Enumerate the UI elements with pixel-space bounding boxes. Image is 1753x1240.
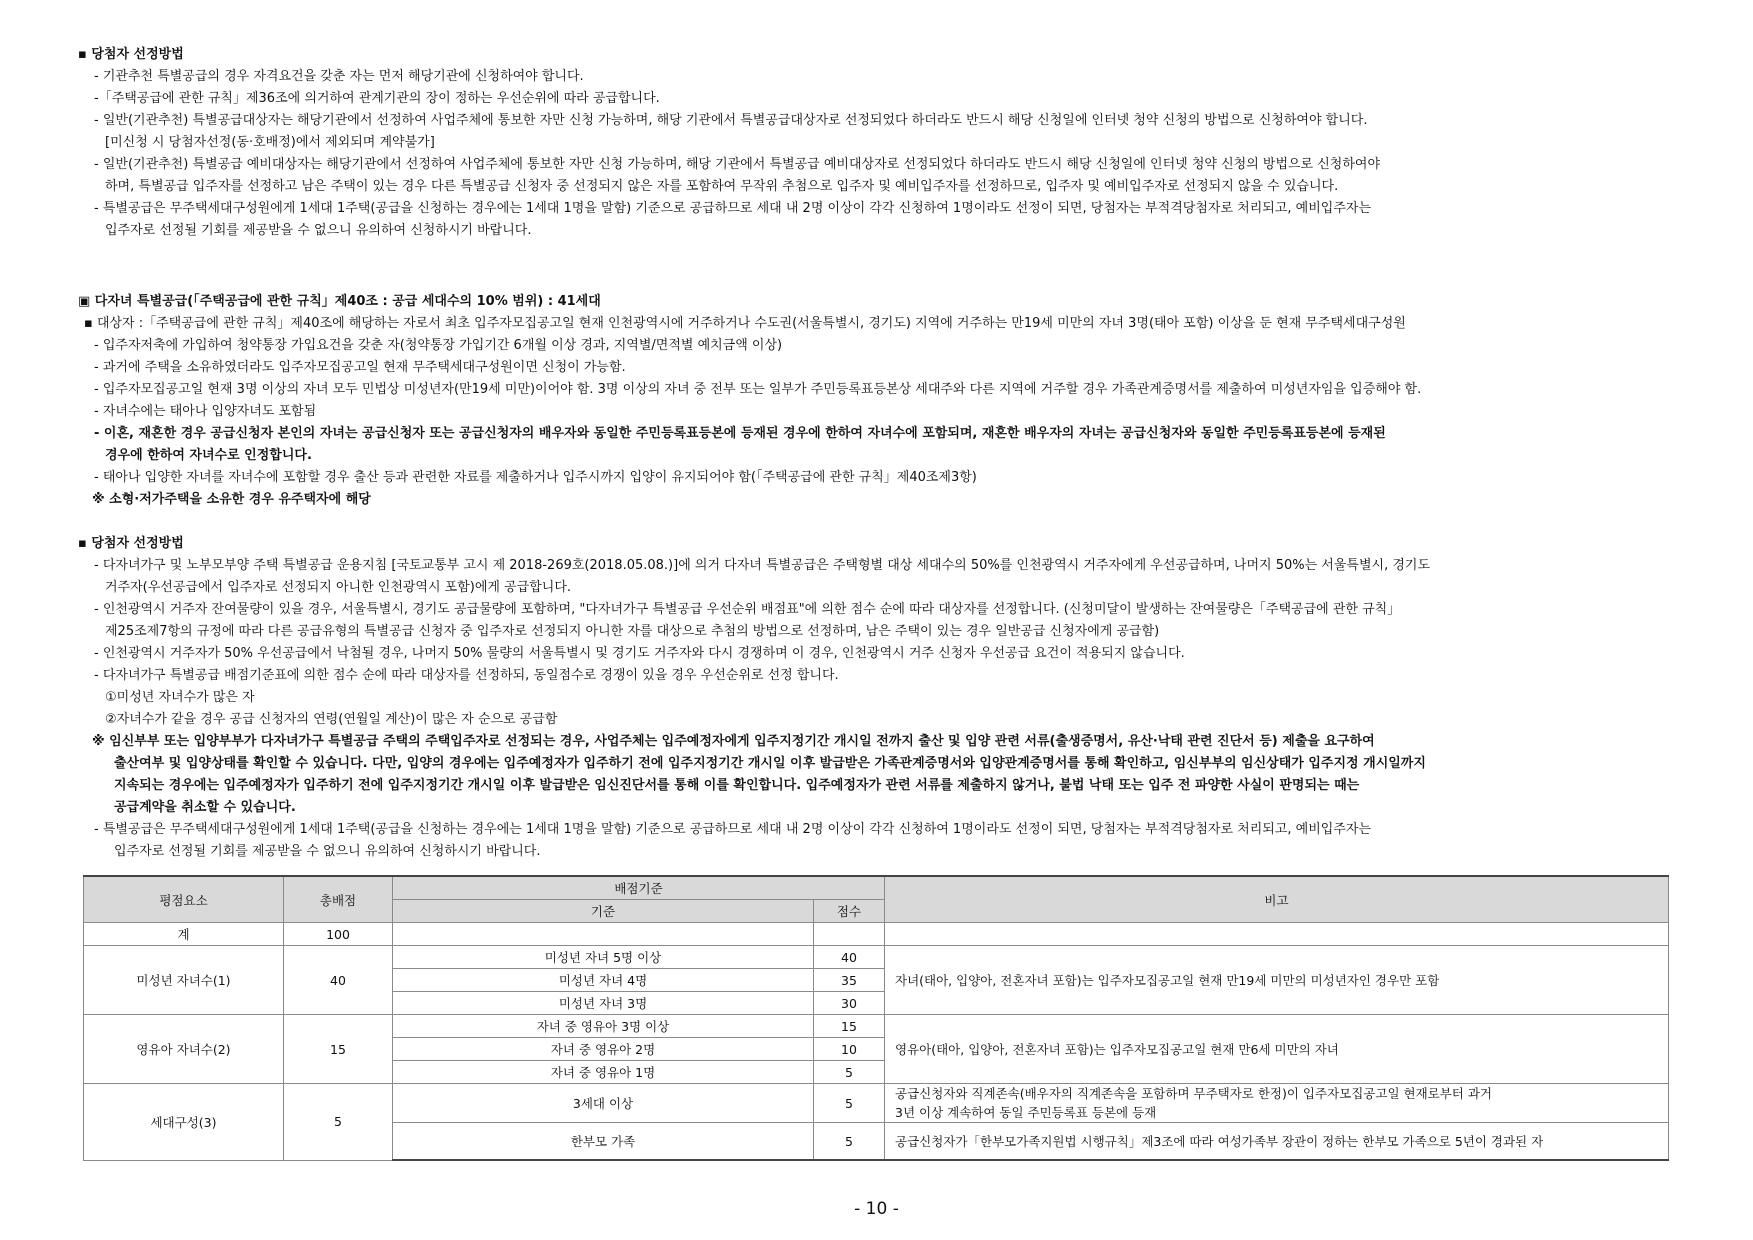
- note-line: 지속되는 경우에는 입주예정자가 입주하기 전에 입주지정기간 개시일 이후 발급받은 임신진단서를 통해 이를 확인합니다. 입주예정자가 관련 서류를 제출하지 않거나, 불법 낙태 또는 입주 전 파양한 사실이 판명되는 때는: [114, 778, 1360, 793]
- note-line: ※ 소형·저가주택을 소유한 경우 유주택자에 해당: [92, 492, 371, 507]
- header-factor: 평점요소: [84, 876, 284, 923]
- cell-factor: 미성년 자녀수(1): [84, 946, 284, 1015]
- cell-criteria: 자녀 중 영유아 1명: [393, 1061, 814, 1084]
- cell-remark: 자녀(태아, 입양아, 전혼자녀 포함)는 입주자모집공고일 현재 만19세 미만의 미성년자인 경우만 포함: [885, 946, 1669, 1015]
- cell-criteria: 한부모 가족: [393, 1123, 814, 1161]
- text-line: - 입주자모집공고일 현재 3명 이상의 자녀 모두 민법상 미성년자(만19세 미만)이어야 함. 3명 이상의 자녀 중 전부 또는 일부가 주민등록표등본상 세대주와 다른 지역에 거주할 경우 가족관계증명서를 제출하여 미성년자임을 입증해야 함.: [94, 382, 1422, 397]
- cell-score: 5: [814, 1123, 885, 1161]
- header-criteria-group: 배점기준: [393, 876, 885, 900]
- cell-factor: 계: [84, 923, 284, 946]
- cell-total: 40: [284, 946, 393, 1015]
- text-line: - 다자녀가구 특별공급 배점기준표에 의한 점수 순에 따라 대상자를 선정하되, 동일점수로 경쟁이 있을 경우 우선순위로 선정 합니다.: [94, 668, 839, 683]
- header-score: 점수: [814, 900, 885, 923]
- section-heading: ▪ 당첨자 선정방법: [78, 536, 184, 551]
- priority-score-table: [83, 875, 1669, 1161]
- remark-line: 3년 이상 계속하여 동일 주민등록표 등본에 등재: [895, 1105, 1157, 1120]
- table-row-total: [84, 923, 1669, 946]
- table-row: [84, 946, 1669, 969]
- text-line: - 일반(기관추천) 특별공급대상자는 해당기관에서 선정하여 사업주체에 통보한 자만 신청 가능하며, 해당 기관에서 특별공급대상자로 선정되었다 하더라도 반드시 해당 신청일에 인터넷 청약 신청의 방법으로 신청하여야 합니다.: [94, 113, 1368, 128]
- text-line: - 이혼, 재혼한 경우 공급신청자 본인의 자녀는 공급신청자 또는 공급신청자의 배우자와 동일한 주민등록표등본에 등재된 경우에 한하여 자녀수에 포함되며, 재혼한 배우자의 자녀는 공급신청자와 동일한 주민등록표등본에 등재된: [94, 426, 1386, 441]
- cell-score: 15: [814, 1015, 885, 1038]
- header-remark: 비고: [885, 876, 1669, 923]
- section-selection-method-1: [78, 44, 1698, 242]
- text-line: 제25조제7항의 규정에 따라 다른 공급유형의 특별공급 신청자 중 입주자로 선정되지 아니한 자를 대상으로 추첨의 방법으로 선정하며, 남은 주택이 있는 경우 일반공급 신청자에게 공급함): [105, 624, 1160, 639]
- cell-score: 5: [814, 1061, 885, 1084]
- section-selection-method-2: [78, 533, 1698, 863]
- table-row: [84, 1015, 1669, 1038]
- text-line: 입주자로 선정될 기회를 제공받을 수 없으니 유의하여 신청하시기 바랍니다.: [105, 223, 532, 238]
- cell-score: 30: [814, 992, 885, 1015]
- text-line: - 인천광역시 거주자가 50% 우선공급에서 낙첨될 경우, 나머지 50% 물량의 서울특별시 및 경기도 거주자와 다시 경쟁하며 이 경우, 인천광역시 거주 신청자 우선공급 요건이 적용되지 않습니다.: [94, 646, 1185, 661]
- cell-remark: [885, 923, 1669, 946]
- text-line: -「주택공급에 관한 규칙」제36조에 의거하여 관계기관의 장이 정하는 우선순위에 따라 공급합니다.: [94, 91, 660, 106]
- header-total: 총배점: [284, 876, 393, 923]
- text-line: - 특별공급은 무주택세대구성원에게 1세대 1주택(공급을 신청하는 경우에는 1세대 1명을 말함) 기준으로 공급하므로 세대 내 2명 이상이 각각 신청하여 1명이라도 선정이 되면, 당첨자는 부적격당첨자로 처리되고, 예비입주자는: [94, 201, 1372, 216]
- cell-criteria: 자녀 중 영유아 3명 이상: [393, 1015, 814, 1038]
- text-line: ②자녀수가 같을 경우 공급 신청자의 연령(연월일 계산)이 많은 자 순으로 공급함: [105, 712, 558, 727]
- text-line: - 특별공급은 무주택세대구성원에게 1세대 1주택(공급을 신청하는 경우에는 1세대 1명을 말함) 기준으로 공급하므로 세대 내 2명 이상이 각각 신청하여 1명이라도 선정이 되면, 당첨자는 부적격당첨자로 처리되고, 예비입주자는: [94, 822, 1372, 837]
- cell-criteria: 미성년 자녀 5명 이상: [393, 946, 814, 969]
- text-line: - 입주자저축에 가입하여 청약통장 가입요건을 갖춘 자(청약통장 가입기간 6개월 이상 경과, 지역별/면적별 예치금액 이상): [94, 338, 783, 353]
- text-line: - 일반(기관추천) 특별공급 예비대상자는 해당기관에서 선정하여 사업주체에 통보한 자만 신청 가능하며, 해당 기관에서 특별공급 예비대상자로 선정되었다 하더라도 반드시 해당 신청일에 인터넷 청약 신청의 방법으로 신청하여야: [94, 157, 1381, 172]
- cell-remark: 공급신청자가「한부모가족지원법 시행규칙」제3조에 따라 여성가족부 장관이 정하는 한부모 가족으로 5년이 경과된 자: [885, 1123, 1669, 1161]
- text-line: - 기관추천 특별공급의 경우 자격요건을 갖춘 자는 먼저 해당기관에 신청하여야 합니다.: [94, 69, 584, 84]
- cell-score: 35: [814, 969, 885, 992]
- page-number: - 10 -: [854, 1199, 899, 1219]
- text-line: ①미성년 자녀수가 많은 자: [105, 690, 255, 705]
- cell-criteria: 미성년 자녀 4명: [393, 969, 814, 992]
- note-line: 출산여부 및 입양상태를 확인할 수 있습니다. 다만, 입양의 경우에는 입주예정자가 입주하기 전에 입주지정기간 개시일 이후 발급받은 가족관계증명서와 입양관계증명서를 통해 확인하고, 임신부부의 임신상태가 입주지정 개시일까지: [114, 756, 1426, 771]
- cell-remark: [885, 1084, 1669, 1123]
- cell-total: 15: [284, 1015, 393, 1084]
- text-line: 경우에 한하여 자녀수로 인정합니다.: [105, 448, 312, 463]
- cell-factor: 영유아 자녀수(2): [84, 1015, 284, 1084]
- note-line: 공급계약을 취소할 수 있습니다.: [114, 800, 296, 815]
- text-line: [미신청 시 당첨자선정(동·호배정)에서 제외되며 계약불가]: [105, 135, 435, 150]
- text-line: ▪ 대상자 :「주택공급에 관한 규칙」제40조에 해당하는 자로서 최초 입주자모집공고일 현재 인천광역시에 거주하거나 수도권(서울특별시, 경기도) 지역에 거주하는 만19세 미만의 자녀 3명(태아 포함) 이상을 둔 현재 무주택세대구성원: [84, 316, 1406, 331]
- cell-remark: 영유아(태아, 입양아, 전혼자녀 포함)는 입주자모집공고일 현재 만6세 미만의 자녀: [885, 1015, 1669, 1084]
- cell-criteria: [393, 923, 814, 946]
- cell-criteria: 미성년 자녀 3명: [393, 992, 814, 1015]
- text-line: 입주자로 선정될 기회를 제공받을 수 없으니 유의하여 신청하시기 바랍니다.: [114, 844, 541, 859]
- cell-factor: 세대구성(3): [84, 1084, 284, 1161]
- text-line: - 인천광역시 거주자 잔여물량이 있을 경우, 서울특별시, 경기도 공급물량에 포함하며, "다자녀가구 특별공급 우선순위 배점표"에 의한 점수 순에 따라 대상자를 선정합니다. (신청미달이 발생하는 잔여물량은「주택공급에 관한 규칙」: [94, 602, 1401, 617]
- cell-score: 10: [814, 1038, 885, 1061]
- text-line: 하며, 특별공급 입주자를 선정하고 남은 주택이 있는 경우 다른 특별공급 신청자 중 선정되지 않은 자를 포함하여 무작위 추첨으로 입주자 및 예비입주자를 선정하므로, 입주자 및 예비입주자로 선정되지 않을 수 있습니다.: [105, 179, 1339, 194]
- text-line: - 다자녀가구 및 노부모부양 주택 특별공급 운용지침 [국토교통부 고시 제 2018-269호(2018.05.08.)]에 의거 다자녀 특별공급은 주택형별 대상 세대수의 50%를 인천광역시 거주자에게 우선공급하며, 나머지 50%는 서울특별시, 경기도: [94, 558, 1431, 573]
- section-title: ▣ 다자녀 특별공급(「주택공급에 관한 규칙」제40조 : 공급 세대수의 10% 범위) : 41세대: [78, 294, 601, 309]
- text-line: - 자녀수에는 태아나 입양자녀도 포함됨: [94, 404, 317, 419]
- section-heading: ▪ 당첨자 선정방법: [78, 47, 184, 62]
- text-line: - 과거에 주택을 소유하였더라도 입주자모집공고일 현재 무주택세대구성원이면 신청이 가능함.: [94, 360, 626, 375]
- section-multi-child-supply: [78, 291, 1698, 511]
- cell-score: [814, 923, 885, 946]
- cell-criteria: 자녀 중 영유아 2명: [393, 1038, 814, 1061]
- cell-total: 100: [284, 923, 393, 946]
- note-line: ※ 임신부부 또는 입양부부가 다자녀가구 특별공급 주택의 주택입주자로 선정되는 경우, 사업주체는 입주예정자에게 입주지정기간 개시일 전까지 출산 및 입양 관련 서류(출생증명서, 유산·낙태 관련 진단서 등) 제출을 요구하여: [92, 734, 1375, 749]
- table-row: [84, 1084, 1669, 1123]
- cell-total: 5: [284, 1084, 393, 1161]
- text-line: 거주자(우선공급에서 입주자로 선정되지 아니한 인천광역시 포함)에게 공급합니다.: [105, 580, 572, 595]
- cell-score: 5: [814, 1084, 885, 1123]
- cell-criteria: 3세대 이상: [393, 1084, 814, 1123]
- cell-score: 40: [814, 946, 885, 969]
- text-line: - 태아나 입양한 자녀를 자녀수에 포함할 경우 출산 등과 관련한 자료를 제출하거나 입주시까지 입양이 유지되어야 함(「주택공급에 관한 규칙」제40조제3항): [94, 470, 977, 485]
- remark-line: 공급신청자와 직계존속(배우자의 직계존속을 포함하며 무주택자로 한정)이 입주자모집공고일 현재로부터 과거: [895, 1086, 1492, 1101]
- header-criteria: 기준: [393, 900, 814, 923]
